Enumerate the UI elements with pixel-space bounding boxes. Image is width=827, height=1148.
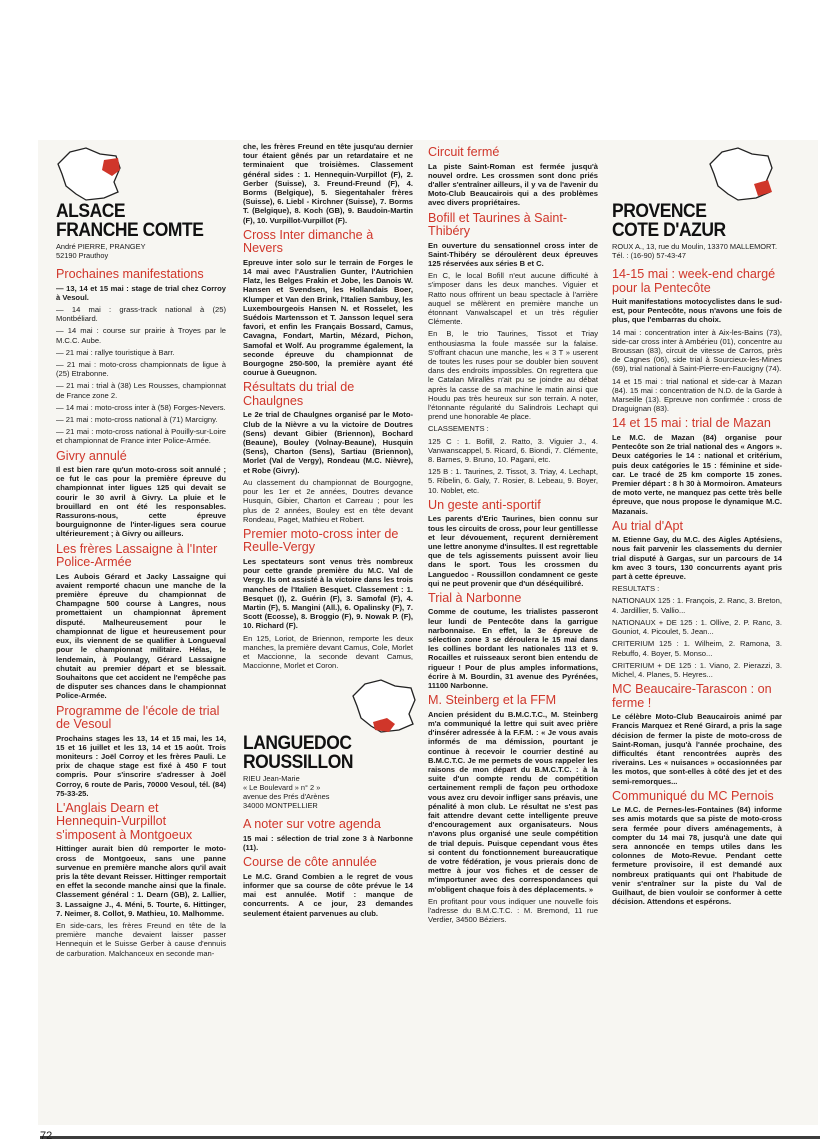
- article-headline: Course de côte annulée: [243, 855, 377, 870]
- article-headline: Résultats du trial de Chaulgnes: [243, 380, 355, 408]
- article-paragraph: En side-cars, les frères Freund en tête de la première manche devaient laisser passer Hennequin et le Suisse Gerber à cause d'ennuis de carburation. Malchanceux en seconde man-: [56, 921, 226, 958]
- article: [428, 592, 598, 690]
- page-edge-divider: [40, 1136, 820, 1139]
- article-headline: Cross Inter dimanche à Nevers: [243, 227, 374, 256]
- column-3: [428, 142, 598, 927]
- article-list: [612, 268, 782, 906]
- article: [243, 229, 413, 378]
- article-paragraph: — 13, 14 et 15 mai : stage de trial chez Corroy à Vesoul.: [56, 283, 226, 302]
- article: [612, 268, 782, 413]
- contact-line: RIEU Jean-Marie: [243, 774, 300, 784]
- article-headline: Les frères Lassaigne à l'Inter Police-Armée: [56, 541, 218, 570]
- article: [243, 856, 413, 918]
- article: [56, 268, 226, 446]
- article-headline: Communiqué du MC Pernois: [612, 788, 774, 803]
- article-paragraph: Le M.C. Grand Combien a le regret de vous informer que sa course de côte prévue le 14 mai est annulée. Motif : manque de concurrents. A ce jour, 23 demandes seulement étaient parvenues au club.: [243, 871, 413, 918]
- article-paragraph: Prochains stages les 13, 14 et 15 mai, les 14, 15 et 16 juillet et les 13, 14 et 15 août. Trois moniteurs : Joël Corroy et les frères Pauli. Le prix de chaque stage est fixé à 450 F tout compris. Pour s'inscrire s'adresser à Joël Corroy, 6 route de Paris, 70000 Vesoul, tél. (84) 75-33-25.: [56, 733, 226, 798]
- contact-line: 52190 Prauthoy: [56, 251, 109, 260]
- region-title: [56, 202, 226, 240]
- contact-line: 34000 MONTPELLIER: [243, 801, 318, 811]
- correspondent-contact: [56, 242, 226, 260]
- article-paragraph: 125 B : 1. Taurines, 2. Tissot, 3. Triay, 4. Lechapt, 5. Ribelin, 6. Galy, 7. Rosier, 8. Lebeau, 9. Boyer, 10. Noblet, etc.: [428, 467, 598, 495]
- article-headline: Programme de l'école de trial de Vesoul: [56, 703, 220, 732]
- france-map-icon: [351, 678, 423, 734]
- article-paragraph: Le M.C. de Pernes-les-Fontaines (84) informe ses amis motards que sa piste de moto-cross sera fermée pour divers aménagements, à compter du 14 mai 78, jusqu'à une date qui sera annoncée en temps utiles dans les colonnes de Moto-Revue. Pendant cette fermeture provisoire, il est demandé aux nombreux pratiquants qui ont l'habitude de venir s'entraîner sur la piste du Val de Guilhaut, de bien vouloir se conformer à cette décision. Attendons et espérons.: [612, 805, 782, 907]
- article-headline: A noter sur votre agenda: [243, 817, 381, 832]
- article-paragraph: Ancien président du B.M.C.T.C., M. Steinberg m'a communiqué la lettre qui suit avec prière d'insérer adressée à la F.F.M. : « Je vous avais informés de ma démission, pourtant je continue à recevoir le courrier destiné au B.M.C.T.C. Je me permets de vous rappeler les raisons de mon départ du B.M.C.T.C. : à la suite d'un compte rendu de compétition certainement rempli de façon peu orthodoxe vous avez cru devoir infliger sans préavis, une pénalité à mon club. Le résultat ne s'est pas fait attendre devant cette intelligente preuve d'encouragement aux organisateurs. Nous n'avons plus organisé une seule compétition de trial depuis. Puisque cependant vous êtes si content du fonctionnement bureaucratique de votre fédération, je vous prierais donc de mettre à jour vos fiches et de cesser de m'importuner avec des correspondances qui m'obligent chaque fois à des déplacements. »: [428, 709, 598, 894]
- column-1: [56, 146, 226, 961]
- article-paragraph: 14 mai : concentration inter à Aix-les-Bains (73), side-car cross inter à Ambérieu (01), concentre au Broussan (83), circuit de vitesse de Carros, près de Cagnes (06), side trial à Sourcieux-les-Mines (69), trial national à Saint-Pierre-en-Faucigny (74).: [612, 327, 782, 374]
- article-paragraph: — 21 mai : moto-cross championnats de ligue à (25) Etrabonne.: [56, 359, 226, 379]
- article-paragraph: — 14 mai : course sur prairie à Troyes par le M.C.C. Aube.: [56, 326, 226, 345]
- article-paragraph: Epreuve inter solo sur le terrain de Forges le 14 mai avec l'Australien Gunter, l'Autrichien Flatz, les Belges Frakin et Jobe, les Danois W. Hansen et Svendsen, les Hollandais Boer, Klumper et Van den Brink, l'Italien Sambuy, les Luxembourgeois Hansen N. et Rosselet, les Suédois Martensson et T. Jansson lequel sera favori, et enfin les Français Bossard, Camus, Cavagna, Fondart, Martin, Mézard, Pichon, Samofal et Wolf. Au programme également, la seconde épreuve du championnat de Bourgogne 250-500, la première ayant été courue à Gueugnon.: [243, 257, 413, 378]
- article-paragraph: — 14 mai : grass-track national à (25) Montbéliard.: [56, 304, 226, 324]
- article: [612, 520, 782, 679]
- article-headline: 14 et 15 mai : trial de Mazan: [612, 416, 771, 431]
- contact-line: « Le Boulevard » n° 2 »: [243, 783, 321, 793]
- article-paragraph: En profitant pour vous indiquer une nouvelle fois l'adresse du B.M.C.T.C. : M. Bremond, 11 rue Verdier, 34500 Béziers.: [428, 896, 598, 925]
- article-paragraph: En 125, Loriot, de Briennon, remporte les deux manches, la première devant Camus, Cole, Morlet et Maccionne, la seconde devant Camus, Maccionne, Morlet et Coron.: [243, 633, 413, 671]
- article: [56, 705, 226, 798]
- article-paragraph: 125 C : 1. Bofill, 2. Ratto, 3. Viguier J., 4. Vanwanscappel, 5. Ricard, 6. Biondi, 7. Clémente, 8. Barnes, 9. Bruno, 10. Pagani, etc.: [428, 436, 598, 464]
- article-paragraph: Au classement du championnat de Bourgogne, pour les 1er et 2e années, Doutres devance Husquin, Gibier, Charton et Carreau ; pour les plus de 2 années, Bouley est en tête devant Rondeau, Paget, Mathieu et Robert.: [243, 477, 413, 524]
- article-paragraph: — 14 mai : moto-cross inter à (58) Forges-Nevers.: [56, 402, 226, 412]
- contact-line: André PIERRE, PRANGEY: [56, 242, 146, 251]
- article-headline: Un geste anti-sportif: [428, 497, 541, 512]
- article-list: [56, 268, 226, 958]
- article-paragraph: che, les frères Freund en tête jusqu'au dernier tour étaient gênés par un retardataire et ne terminaient que troisièmes. Classement général sides : 1. Hennequin-Vurpillot (F), 2. Gerber (Suisse), 3. Freund-Freund (F), 4. Borms (Belgique), 5. Siegentahaler frères (Suisse), 6. Liebl - Kirchner (Suisse), 7. Borms T. (Belgique), 8. Koch (GB), 9. Baudoin-Martin (F), 10. Vurpillot-Vurpillot (F).: [243, 142, 413, 225]
- article: [428, 146, 598, 208]
- article-continuation: [243, 142, 413, 225]
- article-paragraph: Hittinger aurait bien dû remporter le moto-cross de Montgoeux, sans une panne survenue en première manche alors qu'il avait pris la tête devant Reisser. Hittinger remportait en effet la seconde manche ainsi que la finale. Classement général : 1. Dearn (GB), 2. Lallier, 3. Lassaigne J., 4. Méni, 5. Tourte, 6. Hittinger, 7. Neimer, 8. Collot, 9. Mathieu, 10. Malhomme.: [56, 844, 226, 918]
- article-paragraph: En C, le local Bofill n'eut aucune difficulté à s'imposer dans les deux manches. Viguier et Ratto nous offrirent un beau spectacle à l'arrière auquel se mêlèrent en première manche un étonnant Vanwalscapel et un très régulier Clémente.: [428, 271, 598, 327]
- article-paragraph: En ouverture du sensationnel cross inter de Saint-Thibéry se déroulèrent deux épreuves 125 réservées aux séries B et C.: [428, 240, 598, 268]
- article: [56, 543, 226, 701]
- article-paragraph: Les parents d'Eric Taurines, bien connu sur tous les circuits de cross, pour leur gentillesse et leur dévouement, reçurent dernièrement une lettre anonyme d'insultes. Il est regrettable que de tels agissements puissent avoir lieu dans le sport. Tous les crossmen du Languedoc - Roussillon condamnent ce geste qui ne peut provenir que d'un déséquilibré.: [428, 514, 598, 588]
- article-paragraph: NATIONAUX 125 : 1. François, 2. Ranc, 3. Breton, 4. Jardillier, 5. Vallio...: [612, 596, 782, 615]
- article-headline: Trial à Narbonne: [428, 590, 522, 605]
- column-2: [243, 142, 413, 921]
- correspondent-contact: [243, 774, 413, 810]
- region-title-line: PROVENCE: [612, 201, 707, 222]
- contact-line: avenue des Prés d'Arènes: [243, 792, 330, 802]
- article-paragraph: 14 et 15 mai : trial national et side-car à Mazan (84). 15 mai : concentration de N.D. de la Garde à Marseille (13). Epreuve non confirmée : cross de Draguignan (83).: [612, 376, 782, 414]
- article-paragraph: CRITERIUM 125 : 1. Wilheim, 2. Ramona, 3. Rebuffo, 4. Boyer, 5. Monso...: [612, 639, 782, 658]
- article-headline: Premier moto-cross inter de Reulle-Vergy: [243, 526, 399, 555]
- article-list: [428, 146, 598, 924]
- article-headline: L'Anglais Dearn et Hennequin-Vurpillot s'imposent à Montgoeux: [56, 800, 193, 842]
- article-paragraph: Comme de coutume, les trialistes passeront leur lundi de Pentecôte dans la garrigue narbonnaise. En effet, la 3e épreuve de sélection zone 3 se déroulera le 15 mai dans les collines bordant les nationales 113 et 9. Rocailles et ruisseaux seront bien entendu de rigueur ! Pour de plus amples informations, écrire à M. Bourdin, 31 avenue des Pyrénées, 11100 Narbonne.: [428, 607, 598, 691]
- article-paragraph: La piste Saint-Roman est fermée jusqu'à nouvel ordre. Les crossmen sont donc priés d'aller s'entraîner ailleurs, il y va de l'avenir du Moto-Club Beaucairois qui a des problèmes avec divers propriétaires.: [428, 161, 598, 208]
- article: [243, 818, 413, 852]
- article-list: [243, 818, 413, 917]
- article-paragraph: En B, le trio Taurines, Tissot et Triay enthousiasma la foule massée sur la falaise. S'offrant chacun une manche, les « 3 T » userent de toutes les ruses pour se doubler bien souvent dans des endroits impossibles. On regrettera que le Catalan Mirallès n'ait pu se joindre au débat après la casse de sa machine le matin ainsi que Houdu pas très heureux sur son terrain. A noter, l'étonnante régularité du Salindrois Lechapt qui prend une honorable 4e place.: [428, 329, 598, 422]
- article: [243, 528, 413, 670]
- article-headline: Circuit fermé: [428, 145, 500, 159]
- article: [612, 417, 782, 515]
- region-title: [612, 202, 782, 240]
- article-paragraph: Les Aubois Gérard et Jacky Lassaigne qui avaient remporté chacun une manche de la première épreuve du championnat de Champagne 500 course à Langres, nous promettaient un championnat âprement disputé. Malheureusement pour le championnat de ligue et heureusement pour eux, ils viennent de se qualifier à Longueval pour le championnat militaire. Hélas, le lendemain, à Poulangy, Gérard Lassaigne chutait au premier départ et se blessait. Souhaitons que cet accident ne l'empêche pas de disputer ses chances dans le championnat Police-Armée.: [56, 571, 226, 701]
- france-map-icon: [708, 146, 780, 202]
- region-title-line: FRANCHE COMTE: [56, 220, 204, 241]
- article-paragraph: Le M.C. de Mazan (84) organise pour Pentecôte son 2e trial national des « Angors ». Deux catégories le 14 : national et critérium, puis deux catégories le 15 : féminine et side-car. Le tracé de 25 km comporte 15 zones. Premier départ : 8 h 30 à Mormoiron. Amateurs de moto verte, ne manquez pas cette très belle épreuve, que nous propose le dynamique M.C. Mazanais.: [612, 432, 782, 516]
- article-paragraph: — 21 mai : moto-cross national à Pouilly-sur-Loire et championnat de France inter Police-Armée.: [56, 427, 226, 446]
- article-headline: Givry annulé: [56, 448, 127, 463]
- article-list: [243, 229, 413, 671]
- article-headline: Au trial d'Apt: [612, 518, 684, 533]
- article: [243, 381, 413, 523]
- article: [428, 499, 598, 588]
- article-paragraph: Le 2e trial de Chaulgnes organisé par le Moto-Club de la Nièvre a vu la victoire de Doutres (Sens) devant Gibier (Briennon), Bochard (Beaune), Bouley (Volnay-Beaune), Husquin (Sens), Charton (Sens), Sartiau (Briennon), Morlet (Val de Vergy), Rondeau (M.C. Nièvre), et Robe (Givry).: [243, 410, 413, 475]
- article: [56, 450, 226, 539]
- article: [428, 694, 598, 924]
- region-title-line: COTE D'AZUR: [612, 220, 726, 241]
- article-paragraph: NATIONAUX + DE 125 : 1. Ollive, 2. P. Ranc, 3. Gouniot, 4. Picoulet, 5. Jean...: [612, 617, 782, 637]
- column-4: [612, 146, 782, 909]
- article-headline: Prochaines manifestations: [56, 267, 204, 281]
- article-paragraph: RESULTATS :: [612, 584, 660, 594]
- article-paragraph: Il est bien rare qu'un moto-cross soit annulé ; ce fut le cas pour la première épreuve du championnat inter ligues 125 qui devait se courir le 30 avril à Givry. La pluie et le brouillard en ont été les responsables. Rassurons-nous, cette épreuve bourguignonne de l'inter-ligues sera courue ultérieurement ; à Givry ou ailleurs.: [56, 465, 226, 539]
- article-paragraph: 15 mai : sélection de trial zone 3 à Narbonne (11).: [243, 833, 413, 853]
- article-headline: MC Beaucaire-Tarascon : on ferme !: [612, 682, 772, 710]
- article: [612, 683, 782, 786]
- article: [612, 790, 782, 907]
- article-paragraph: M. Etienne Gay, du M.C. des Aigles Aptésiens, nous fait parvenir les classements du dernier trial disputé à Gargas, sur un parcours de 14 km avec 3 tours, 130 concurrents ayant pris part à cette épreuve.: [612, 535, 782, 582]
- article: [56, 802, 226, 958]
- article-paragraph: CLASSEMENTS :: [428, 424, 489, 434]
- article-headline: 14-15 mai : week-end chargé pour la Pentecôte: [612, 267, 776, 295]
- article-paragraph: — 21 mai : moto-cross national à (71) Marcigny.: [56, 414, 218, 424]
- article-paragraph: CRITERIUM + DE 125 : 1. Viano, 2. Pierazzi, 3. Michel, 4. Planes, 5. Heyres...: [612, 660, 782, 679]
- region-title-line: ALSACE: [56, 201, 126, 222]
- france-map-icon: [56, 146, 128, 202]
- region-title: [243, 734, 413, 772]
- article: [428, 212, 598, 495]
- article-paragraph: Les spectateurs sont venus très nombreux pour cette grande première du M.C. Val de Vergy. Ils ont assisté à la victoire dans les trois manches de l'Italien Besquet. Classement : 1. Besquet (I), 2. Guérin (F), 3. Samofal (F), 4. Martin (F), 5. Mangini (All.), 6. Opalinsky (F), 7. Scott (Ecosse), 8. Broggio (F), 9. Nowak P. (F), 10. Richard (F).: [243, 556, 413, 631]
- article-paragraph: Le célèbre Moto-Club Beaucairois animé par Francis Marquez et René Girard, a pris la sage décision de fermer la piste de moto-cross de Saint-Roman, jusqu'à l'année prochaine, des difficultés étant rencontrées auprès des riverains. Les « nuisances » occasionnées par les motos, que sont-elles à côté des jet et des semi-remorques...: [612, 712, 782, 786]
- article-paragraph: — 21 mai : rallye touristique à Barr.: [56, 347, 175, 357]
- contact-line: ROUX A., 13, rue du Moulin, 13370 MALLEMORT. Tél. : (16-90) 57-43-47: [612, 242, 777, 260]
- region-title-line: ROUSSILLON: [243, 752, 353, 774]
- article-paragraph: — 21 mai : trial à (38) Les Rousses, championnat de France zone 2.: [56, 381, 226, 400]
- correspondent-contact: [612, 242, 782, 260]
- region-title-line: LANGUEDOC: [243, 733, 352, 755]
- article-headline: Bofill et Taurines à Saint-Thibéry: [428, 210, 568, 239]
- article-headline: M. Steinberg et la FFM: [428, 693, 557, 708]
- article-paragraph: Huit manifestations motocyclistes dans le sud-est, pour Pentecôte, nous n'avons une fois de plus, que l'embarras du choix.: [612, 297, 782, 325]
